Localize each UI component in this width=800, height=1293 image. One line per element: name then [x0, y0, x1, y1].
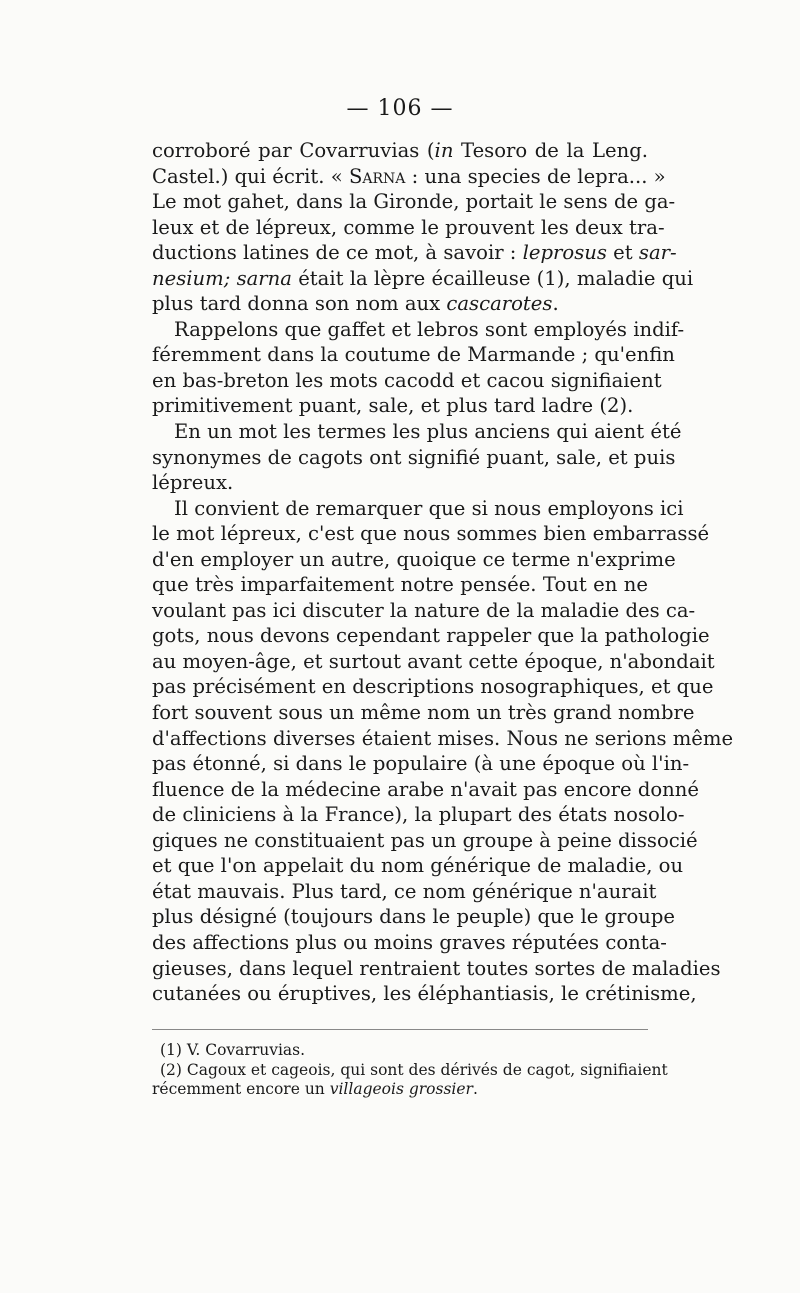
text-line: [152, 164, 666, 190]
text-run: lépreux.: [152, 471, 234, 495]
footnotes: [152, 1041, 668, 1100]
text-run: Le mot gahet, dans la Gironde, portait le sens de ga-: [152, 190, 676, 214]
text-line: [152, 649, 715, 675]
text-line: [152, 266, 694, 292]
text-run: gieuses, dans lequel rentraient toutes sortes de maladies: [152, 956, 721, 980]
text-run: cutanées ou éruptives, les éléphantiasis, le crétinisme,: [152, 982, 697, 1006]
text-line: [152, 904, 676, 930]
text-run: leprosus: [522, 241, 607, 265]
text-run: En un mot les termes les plus anciens qui aient été: [174, 420, 682, 444]
text-run: ductions latines de ce mot, à savoir :: [152, 241, 523, 265]
text-run: sar-: [638, 241, 677, 265]
text-run: Castel.) qui écrit. «: [152, 164, 349, 188]
text-line: [152, 981, 697, 1007]
text-run: .: [472, 1080, 478, 1098]
text-line: [152, 215, 665, 241]
text-run: Il convient de remarquer que si nous employons ici: [174, 496, 684, 520]
text-line: [152, 623, 710, 649]
text-line: [152, 777, 699, 803]
text-line: [152, 674, 714, 700]
text-run: (1) V. Covarruvias.: [160, 1041, 306, 1059]
text-line: [152, 700, 695, 726]
text-run: le mot lépreux, c'est que nous sommes bien embarrassé: [152, 522, 710, 546]
text-run: d'affections diverses étaient mises. Nous ne serions même: [152, 726, 734, 750]
footnote-line: [160, 1041, 650, 1061]
text-run: corroboré par Covarruvias (: [152, 139, 435, 162]
text-run: Rappelons que gaffet et lebros sont employés indif-: [174, 317, 685, 341]
text-line: [152, 138, 648, 164]
text-run: villageois grossier: [329, 1080, 473, 1098]
text-run: Sarna: [348, 164, 406, 188]
text-line: [152, 828, 698, 854]
body-text: [152, 138, 734, 1007]
text-line: [152, 189, 676, 215]
text-run: au moyen-âge, et surtout avant cette époque, n'abondait: [152, 649, 715, 673]
text-line: [152, 547, 676, 573]
text-run: fluence de la médecine arabe n'avait pas encore donné: [152, 777, 699, 801]
text-line: [152, 726, 734, 752]
text-line: [152, 802, 685, 828]
text-run: et que l'on appelait du nom générique de maladie, ou: [152, 854, 684, 878]
page-number: — 106 —: [346, 96, 454, 121]
text-run: Tesoro de la Leng.: [453, 139, 649, 162]
text-line: [152, 751, 690, 777]
text-line: [152, 291, 648, 317]
text-line: [152, 445, 676, 471]
footnote-line: [160, 1060, 668, 1081]
text-line: [152, 572, 648, 598]
footnote-line: [152, 1080, 650, 1100]
text-line: [152, 342, 675, 368]
text-run: en bas-breton les mots cacodd et cacou signifiaient: [152, 368, 662, 392]
text-run: gots, nous devons cependant rappeler que la pathologie: [152, 624, 710, 648]
text-run: féremment dans la coutume de Marmande ; qu'enfin: [152, 343, 675, 367]
text-line: [152, 419, 682, 445]
text-line: [152, 956, 721, 982]
text-run: pas étonné, si dans le populaire (à une époque où l'in-: [152, 752, 690, 776]
text-run: que très imparfaitement notre pensée. Tout en ne: [152, 573, 648, 597]
text-run: plus désigné (toujours dans le peuple) que le groupe: [152, 905, 676, 929]
text-run: état mauvais. Plus tard, ce nom générique n'aurait: [152, 879, 657, 903]
text-line: [152, 317, 685, 343]
text-run: leux et de lépreux, comme le prouvent les deux tra-: [152, 215, 665, 239]
text-run: pas précisément en descriptions nosographiques, et que: [152, 675, 714, 699]
text-run: de cliniciens à la France), la plupart des états nosolo-: [152, 803, 685, 827]
text-line: [152, 598, 696, 624]
footnote-divider: [152, 1029, 648, 1030]
text-run: primitivement puant, sale, et plus tard ladre (2).: [152, 394, 634, 418]
text-run: giques ne constituaient pas un groupe à peine dissocié: [152, 828, 698, 852]
text-run: nesium; sarna: [152, 266, 292, 290]
text-run: des affections plus ou moins graves réputées conta-: [152, 930, 667, 954]
text-run: cascarotes: [446, 292, 553, 316]
text-line: [152, 879, 657, 905]
text-line: [152, 496, 684, 522]
text-run: : una species de lepra... »: [405, 164, 666, 188]
text-line: [152, 853, 684, 879]
text-run: voulant pas ici discuter la nature de la maladie des ca-: [152, 598, 696, 622]
text-run: synonymes de cagots ont signifié puant, sale, et puis: [152, 445, 676, 469]
text-run: récemment encore un: [152, 1080, 330, 1098]
text-run: .: [552, 292, 559, 316]
text-run: plus tard donna son nom aux: [152, 292, 447, 316]
text-run: d'en employer un autre, quoique ce terme n'exprime: [152, 547, 676, 571]
text-line: [152, 240, 677, 266]
text-line: [152, 930, 667, 956]
text-run: fort souvent sous un même nom un très grand nombre: [152, 701, 695, 725]
text-line: [152, 368, 662, 394]
text-run: et: [606, 241, 639, 265]
text-line: [152, 521, 710, 547]
text-run: (2) Cagoux et cageois, qui sont des dérivés de cagot, signifiaient: [160, 1060, 668, 1079]
text-line: [152, 470, 648, 496]
text-line: [152, 393, 648, 419]
text-run: était la lèpre écailleuse (1), maladie qui: [291, 266, 694, 290]
text-run: in: [434, 139, 454, 162]
